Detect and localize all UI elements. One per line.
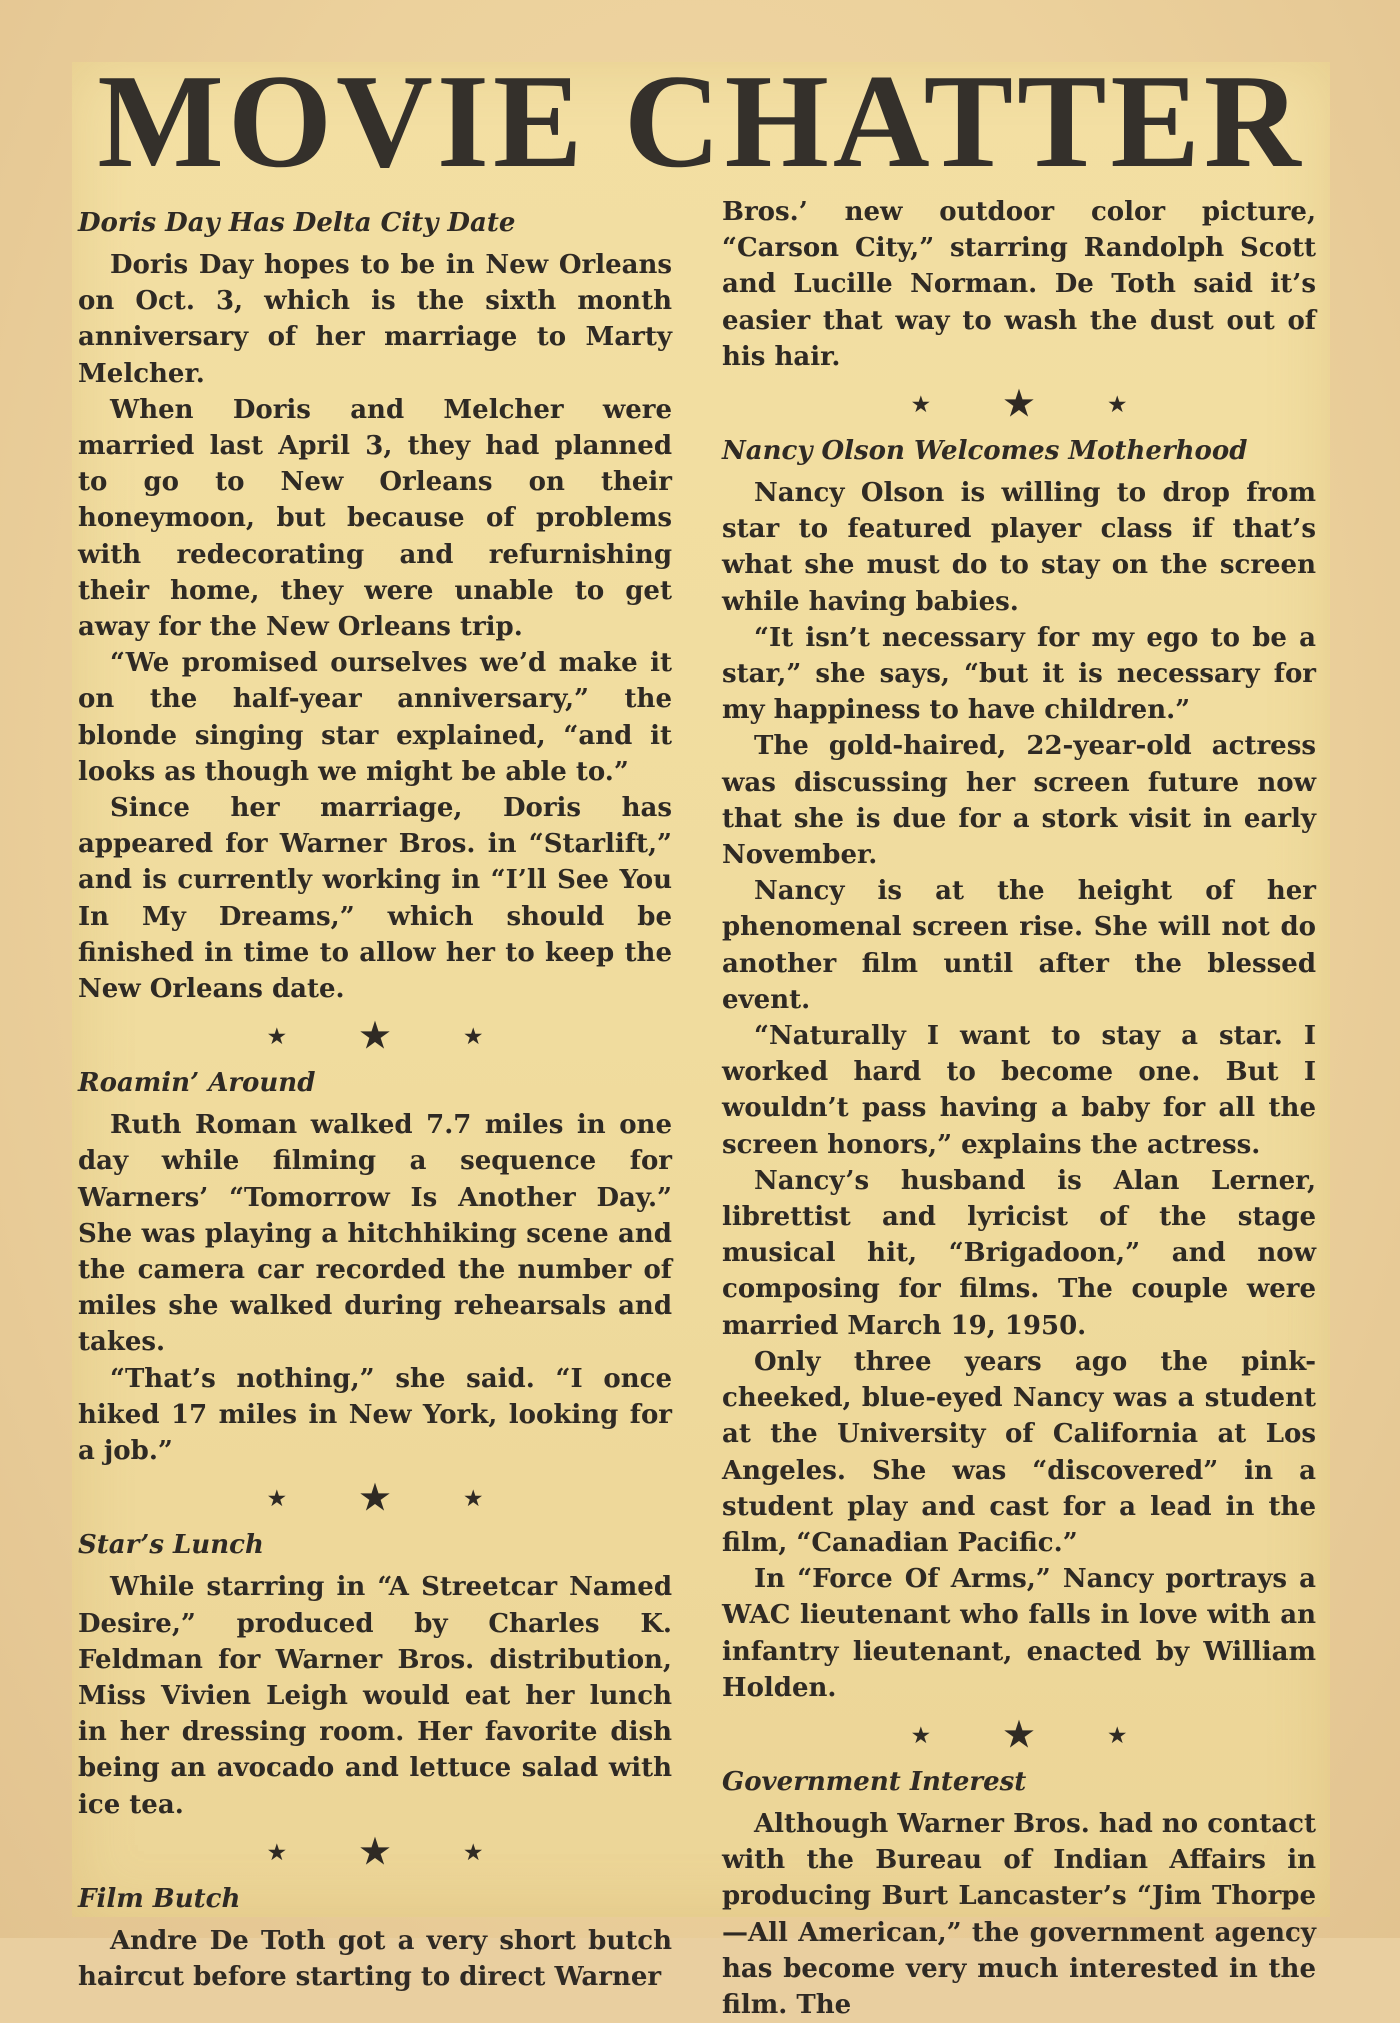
section-heading-stars-lunch: Star’s Lunch xyxy=(78,1530,264,1561)
star-icon: ★ xyxy=(1003,1714,1035,1755)
paragraph: While starring in “A Streetcar Named Desire,” produced by Charles K. Feldman for Warner Bros. distribution, Miss Vivien Leigh would eat her lunch in her dressing room. Her favorite dish being an avocado and lettuce salad with ice tea. xyxy=(78,1572,672,1820)
star-icon: ★ xyxy=(911,391,930,416)
section-heading-nancy-olson: Nancy Olson Welcomes Motherhood xyxy=(722,436,1248,467)
star-icon: ★ xyxy=(359,1831,391,1872)
paragraph: Nancy is at the height of her phenomenal screen rise. She will not do another film until after the blessed event. xyxy=(722,876,1316,1015)
star-icon: ★ xyxy=(464,1486,483,1511)
star-divider xyxy=(722,1706,1316,1764)
star-icon: ★ xyxy=(1108,1722,1127,1747)
star-icon: ★ xyxy=(267,1486,286,1511)
paragraph-continued: Bros.’ new outdoor color picture, “Carson City,” starring Randolph Scott and Lucille Norman. De Toth said it’s easier that way to wash the dust out of his hair. xyxy=(722,197,1316,372)
left-column xyxy=(78,205,672,1995)
star-divider xyxy=(78,1007,672,1065)
star-icon: ★ xyxy=(911,1722,930,1747)
paragraph: Nancy’s husband is Alan Lerner, librettist and lyricist of the stage musical hit, “Brigadoon,” and now composing for films. The couple were married March 19, 1950. xyxy=(722,1165,1316,1341)
paragraph: “We promised ourselves we’d make it on the half-year anniversary,” the blonde singing star explained, “and it looks as though we might be able to.” xyxy=(78,648,672,787)
star-icon: ★ xyxy=(359,1016,391,1057)
star-divider xyxy=(78,1823,672,1881)
section-heading-doris-day: Doris Day Has Delta City Date xyxy=(78,208,516,238)
paragraph: Ruth Roman walked 7.7 miles in one day while filming a sequence for Warners’ “Tomorrow Is Another Day.” She was playing a hitchhiking scene and the camera car recorded the number of miles she walked during rehearsals and takes. xyxy=(78,1110,672,1358)
star-icon: ★ xyxy=(267,1024,286,1049)
star-icon: ★ xyxy=(464,1839,483,1864)
paragraph: Nancy Olson is willing to drop from star to featured player class if that’s what she must do to stay on the screen while having babies. xyxy=(722,478,1316,617)
paragraph: The gold-haired, 22-year-old actress was discussing her screen future now that she is due for a stork visit in early November. xyxy=(722,731,1316,871)
paragraph: When Doris and Melcher were married last April 3, they had planned to go to New Orleans on their honeymoon, but because of problems with redecorating and refurnishing their home, they were unable to get away for the New Orleans trip. xyxy=(78,394,672,643)
star-icon: ★ xyxy=(464,1024,483,1049)
paragraph: Although Warner Bros. had no contact with the Bureau of Indian Affairs in producing Burt Lancaster’s “Jim Thorpe—All American,” the government agency has become very much interested in the film. The xyxy=(722,1808,1316,2020)
paragraph: Since her marriage, Doris has appeared for Warner Bros. in “Starlift,” and is currently working in “I’ll See You In My Dreams,” which should be finished in time to allow her to keep the New Orleans date. xyxy=(78,793,672,1005)
star-icon: ★ xyxy=(1003,383,1035,424)
paragraph: Andre De Toth got a very short butch haircut before starting to direct Warner xyxy=(78,1925,672,1992)
paragraph: Only three years ago the pink-cheeked, blue-eyed Nancy was a student at the University of California at Los Angeles. She was “discovered” in a student play and cast for a lead in the film, “Canadian Pacific.” xyxy=(722,1346,1316,1558)
paragraph: Doris Day hopes to be in New Orleans on Oct. 3, which is the sixth month anniversary of her marriage to Marty Melcher. xyxy=(78,250,672,389)
star-divider xyxy=(78,1469,672,1527)
section-heading-film-butch: Film Butch xyxy=(78,1883,241,1914)
paragraph: “It isn’t necessary for my ego to be a star,” she says, “but it is necessary for my happiness to have children.” xyxy=(722,622,1316,726)
paragraph: “Naturally I want to stay a star. I worked hard to become one. But I wouldn’t pass having a baby for all the screen honors,” explains the actress. xyxy=(722,1021,1316,1160)
section-heading-roamin-around: Roamin’ Around xyxy=(78,1068,316,1099)
page-title: MOVIE CHATTER xyxy=(97,47,1305,195)
section-heading-government-interest: Government Interest xyxy=(722,1766,1027,1797)
star-icon: ★ xyxy=(267,1839,286,1864)
star-icon: ★ xyxy=(359,1478,391,1519)
star-icon: ★ xyxy=(1108,391,1127,416)
paragraph: In “Force Of Arms,” Nancy portrays a WAC lieutenant who falls in love with an infantry lieutenant, enacted by William Holden. xyxy=(722,1564,1316,1703)
paragraph: “That’s nothing,” she said. “I once hiked 17 miles in New York, looking for a job.” xyxy=(78,1363,672,1467)
star-divider xyxy=(722,375,1316,433)
right-column xyxy=(722,194,1316,2023)
